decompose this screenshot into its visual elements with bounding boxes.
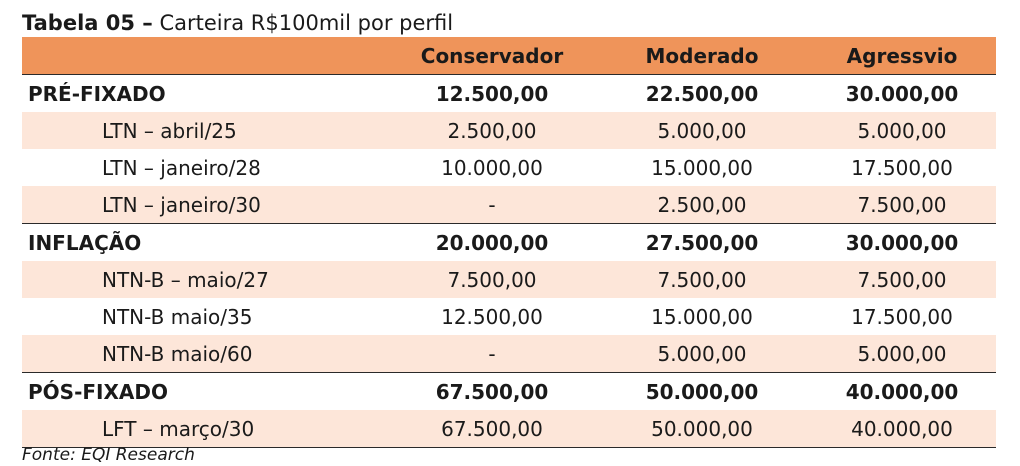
cell-moderado: 22.500,00 [596,75,808,113]
table-row [22,410,996,448]
header-blank [22,37,388,75]
cell-conservador: 10.000,00 [441,155,543,180]
header-row [22,37,996,75]
row-label: LTN – abril/25 [22,112,388,149]
source-note: Fonte: EQI Research [22,445,195,465]
table-row [22,261,996,298]
table-caption: Carteira R$100mil por perfil [159,11,454,35]
cell-moderado: 15.000,00 [651,304,753,329]
cell-conservador: - [388,335,596,373]
cell-moderado: 50.000,00 [596,410,808,448]
row-label: NTN-B maio/60 [22,335,388,373]
cell-moderado: 2.500,00 [596,186,808,224]
table-title [22,8,453,38]
table-number: Tabela 05 – [22,11,153,35]
row-label: INFLAÇÃO [22,224,388,262]
row-label: PÓS-FIXADO [22,373,388,411]
cell-moderado: 5.000,00 [596,112,808,149]
cell-agressivo: 7.500,00 [808,261,996,298]
cell-conservador: 20.000,00 [388,224,596,262]
row-label: NTN-B maio/35 [102,304,253,329]
group-row-inflacao [22,224,996,262]
header-conservador: Conservador [388,37,596,75]
cell-moderado: 7.500,00 [596,261,808,298]
table-row [22,335,996,373]
cell-agressivo: 40.000,00 [808,410,996,448]
portfolio-table [22,37,996,448]
cell-conservador: 67.500,00 [388,373,596,411]
header-moderado: Moderado [596,37,808,75]
group-row-pre-fixado [22,75,996,113]
cell-agressivo: 30.000,00 [808,224,996,262]
cell-conservador: 67.500,00 [388,410,596,448]
header-agressivo: Agressvio [808,37,996,75]
group-row-pos-fixado [22,373,996,411]
table-row [22,112,996,149]
cell-moderado: 5.000,00 [596,335,808,373]
cell-conservador: 2.500,00 [388,112,596,149]
cell-agressivo: 5.000,00 [808,335,996,373]
cell-agressivo: 30.000,00 [808,75,996,113]
row-label: NTN-B – maio/27 [22,261,388,298]
table-row [22,149,996,186]
cell-agressivo: 40.000,00 [808,373,996,411]
cell-agressivo: 17.500,00 [851,155,953,180]
cell-agressivo: 5.000,00 [808,112,996,149]
cell-moderado: 50.000,00 [596,373,808,411]
cell-agressivo: 17.500,00 [851,304,953,329]
cell-conservador: - [388,186,596,224]
cell-conservador: 7.500,00 [388,261,596,298]
cell-moderado: 15.000,00 [651,155,753,180]
cell-conservador: 12.500,00 [388,75,596,113]
row-label: LTN – janeiro/28 [102,155,261,180]
cell-agressivo: 7.500,00 [808,186,996,224]
cell-conservador: 12.500,00 [441,304,543,329]
row-label: PRÉ-FIXADO [22,75,388,113]
row-label: LFT – março/30 [22,410,388,448]
row-label: LTN – janeiro/30 [22,186,388,224]
table-row [22,186,996,224]
cell-moderado: 27.500,00 [596,224,808,262]
table-row [22,298,996,335]
